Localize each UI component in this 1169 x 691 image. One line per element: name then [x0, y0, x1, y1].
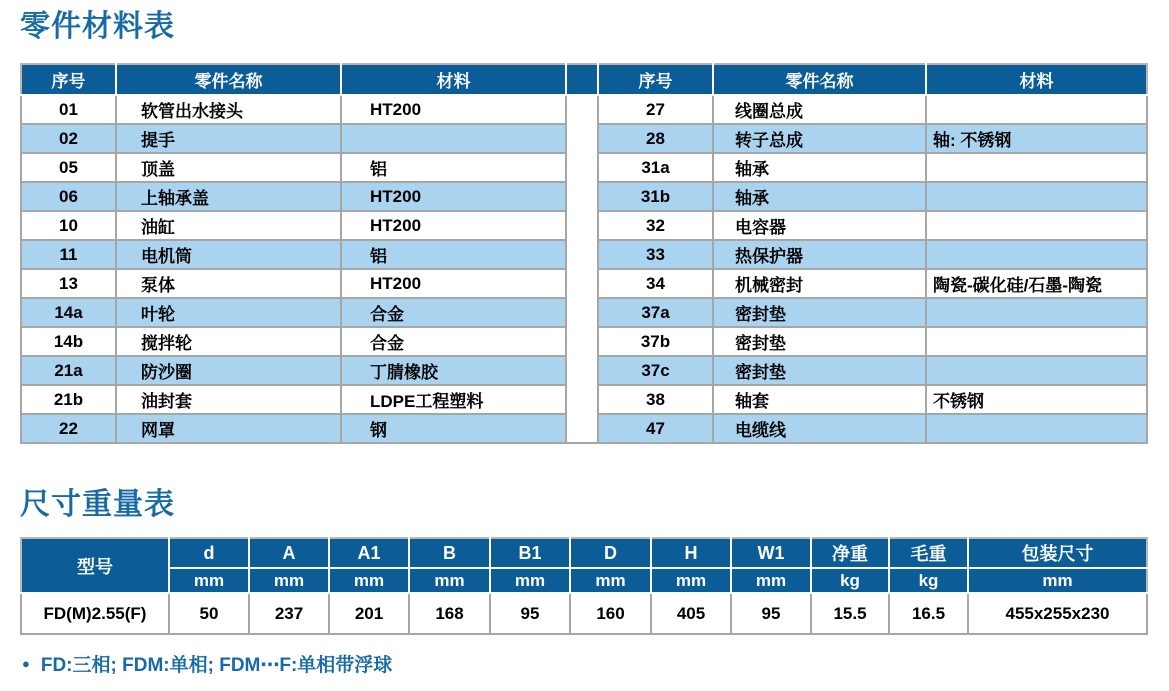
part-material: [926, 414, 1147, 443]
part-no: 21b: [21, 385, 116, 414]
dim-value-cell: 15.5: [811, 593, 889, 634]
dimensions-header-row-units: [21, 568, 1147, 593]
dimensions-table-header: [21, 538, 1147, 593]
part-material: HT200: [341, 211, 566, 240]
part-material: 不锈钢: [926, 385, 1147, 414]
part-name: 油缸: [116, 211, 341, 240]
dim-value-cell: 95: [731, 593, 811, 634]
dim-value-cell: 95: [490, 593, 570, 634]
part-material: [341, 124, 566, 153]
part-name: 泵体: [116, 269, 341, 298]
part-name: 轴承: [713, 153, 926, 182]
part-material: [926, 182, 1147, 211]
part-material: [926, 327, 1147, 356]
col-header-no-left: 序号: [21, 64, 116, 95]
part-no: 02: [21, 124, 116, 153]
part-no: 11: [21, 240, 116, 269]
dim-value-cell: 237: [249, 593, 329, 634]
dim-value-cell: 405: [651, 593, 731, 634]
col-header-model: 型号: [21, 538, 169, 593]
dimensions-table-body: [21, 593, 1147, 634]
part-material: 合金: [341, 298, 566, 327]
dim-col-label: B: [409, 538, 490, 568]
col-header-name-left: 零件名称: [116, 64, 341, 95]
part-no: 32: [598, 211, 713, 240]
dim-col-label: 净重: [811, 538, 889, 568]
part-name: 油封套: [116, 385, 341, 414]
parts-table-header: [21, 64, 1147, 95]
part-no: 28: [598, 124, 713, 153]
part-no: 31b: [598, 182, 713, 211]
footnote-text: FD:三相; FDM:单相; FDM⋯F:单相带浮球: [40, 655, 393, 676]
col-header-name-right: 零件名称: [713, 64, 926, 95]
part-no: 34: [598, 269, 713, 298]
dim-value-cell: 16.5: [889, 593, 968, 634]
part-name: 防沙圈: [116, 356, 341, 385]
part-name: 密封垫: [713, 298, 926, 327]
dim-col-unit: mm: [249, 568, 329, 593]
dimensions-table-row: [21, 593, 1147, 634]
dim-col-unit: kg: [889, 568, 968, 593]
part-material: [926, 211, 1147, 240]
part-name: 上轴承盖: [116, 182, 341, 211]
part-material: 铝: [341, 240, 566, 269]
part-name: 提手: [116, 124, 341, 153]
part-name: 搅拌轮: [116, 327, 341, 356]
part-material: [926, 356, 1147, 385]
part-material: [926, 240, 1147, 269]
dim-col-label: A: [249, 538, 329, 568]
part-no: 33: [598, 240, 713, 269]
part-name: 转子总成: [713, 124, 926, 153]
dim-col-unit: mm: [490, 568, 570, 593]
col-header-material-right: 材料: [926, 64, 1147, 95]
part-no: 37c: [598, 356, 713, 385]
part-no: 14b: [21, 327, 116, 356]
part-no: 27: [598, 95, 713, 124]
dim-col-label: D: [570, 538, 651, 568]
part-no: 14a: [21, 298, 116, 327]
part-material: [926, 153, 1147, 182]
dim-col-unit: mm: [409, 568, 490, 593]
gap-column-header: [566, 64, 598, 95]
part-no: 47: [598, 414, 713, 443]
dim-col-label: 毛重: [889, 538, 968, 568]
part-name: 电机筒: [116, 240, 341, 269]
parts-table-title: 零件材料表: [20, 10, 175, 43]
parts-material-table: [20, 63, 1148, 444]
dim-col-unit: mm: [329, 568, 409, 593]
part-no: 13: [21, 269, 116, 298]
part-no: 37a: [598, 298, 713, 327]
part-material: HT200: [341, 269, 566, 298]
dim-col-label: W1: [731, 538, 811, 568]
dim-value-cell: 50: [169, 593, 249, 634]
part-material: HT200: [341, 95, 566, 124]
dim-value-cell: 455x255x230: [968, 593, 1147, 634]
part-no: 37b: [598, 327, 713, 356]
dim-col-label: B1: [490, 538, 570, 568]
part-material: 丁腈橡胶: [341, 356, 566, 385]
col-header-material-left: 材料: [341, 64, 566, 95]
dim-value-cell: 201: [329, 593, 409, 634]
part-name: 机械密封: [713, 269, 926, 298]
dim-col-label: H: [651, 538, 731, 568]
part-material: 陶瓷-碳化硅/石墨-陶瓷: [926, 269, 1147, 298]
part-name: 叶轮: [116, 298, 341, 327]
part-name: 线圈总成: [713, 95, 926, 124]
part-name: 软管出水接头: [116, 95, 341, 124]
part-no: 38: [598, 385, 713, 414]
part-material: LDPE工程塑料: [341, 385, 566, 414]
dim-col-unit: kg: [811, 568, 889, 593]
part-no: 01: [21, 95, 116, 124]
footnote: [20, 650, 1148, 677]
part-material: [926, 298, 1147, 327]
dimensions-header-row-labels: [21, 538, 1147, 568]
part-name: 电容器: [713, 211, 926, 240]
part-material: [926, 95, 1147, 124]
dim-col-unit: mm: [968, 568, 1147, 593]
part-no: 21a: [21, 356, 116, 385]
dim-col-unit: mm: [651, 568, 731, 593]
dim-value-cell: 168: [409, 593, 490, 634]
dim-col-label: A1: [329, 538, 409, 568]
dim-col-unit: mm: [731, 568, 811, 593]
part-name: 电缆线: [713, 414, 926, 443]
dimensions-weight-table: [20, 537, 1148, 635]
bullet-icon: ●: [22, 656, 30, 671]
part-material: 铝: [341, 153, 566, 182]
part-name: 网罩: [116, 414, 341, 443]
dim-value-cell: 160: [570, 593, 651, 634]
dimensions-table-title: 尺寸重量表: [20, 488, 175, 521]
part-name: 轴套: [713, 385, 926, 414]
part-no: 10: [21, 211, 116, 240]
part-material: 钢: [341, 414, 566, 443]
part-material: HT200: [341, 182, 566, 211]
dim-col-unit: mm: [570, 568, 651, 593]
part-name: 热保护器: [713, 240, 926, 269]
gap-column-cell: [566, 95, 598, 443]
parts-table-body: [21, 95, 1147, 443]
part-no: 22: [21, 414, 116, 443]
dim-col-unit: mm: [169, 568, 249, 593]
parts-table-row: [21, 95, 1147, 124]
part-name: 轴承: [713, 182, 926, 211]
col-header-no-right: 序号: [598, 64, 713, 95]
part-no: 05: [21, 153, 116, 182]
part-name: 密封垫: [713, 356, 926, 385]
parts-header-row: [21, 64, 1147, 95]
part-material: 合金: [341, 327, 566, 356]
dim-col-label: d: [169, 538, 249, 568]
part-material: 轴: 不锈钢: [926, 124, 1147, 153]
part-name: 顶盖: [116, 153, 341, 182]
model-cell: FD(M)2.55(F): [21, 593, 169, 634]
part-no: 31a: [598, 153, 713, 182]
part-no: 06: [21, 182, 116, 211]
dim-col-label: 包装尺寸: [968, 538, 1147, 568]
part-name: 密封垫: [713, 327, 926, 356]
